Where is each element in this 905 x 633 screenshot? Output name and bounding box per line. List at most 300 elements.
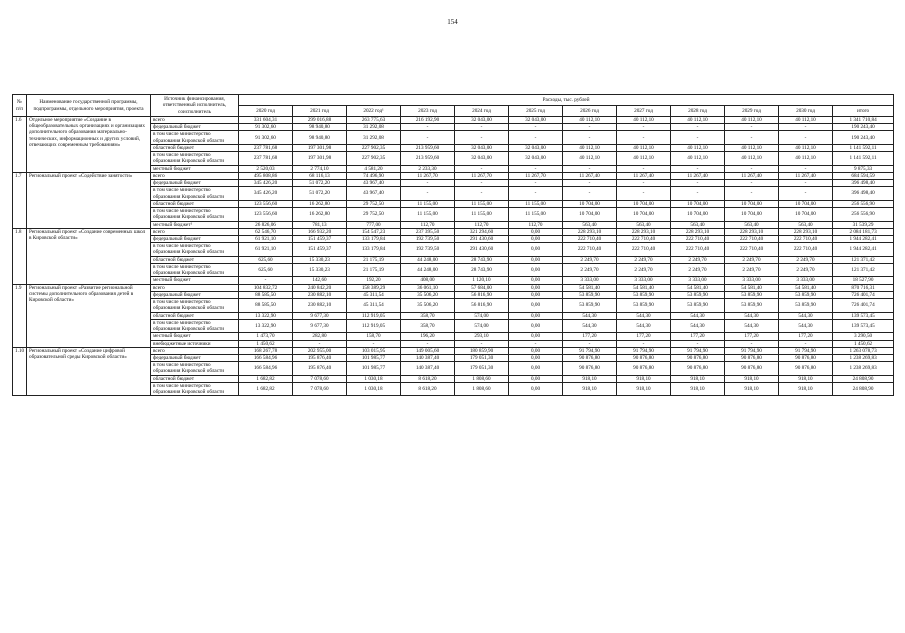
value-cell: 31 292,08 xyxy=(347,131,401,144)
value-cell: 1 450,62 xyxy=(239,340,293,347)
funding-source: федеральный бюджет xyxy=(151,180,239,187)
value-cell: 40 112,10 xyxy=(671,152,725,165)
project-name: Региональный проект «Создание цифровой образовательной среды Кировской области» xyxy=(27,347,151,396)
total-cell: 256 556,90 xyxy=(833,200,894,207)
total-cell: 1 141 592,11 xyxy=(833,152,894,165)
value-cell: - xyxy=(563,180,617,187)
value-cell: - xyxy=(779,340,833,347)
header-source: Источник финансирования, ответственный исполнитель, соисполнитель xyxy=(151,95,239,117)
value-cell: 166 584,96 xyxy=(239,354,293,361)
value-cell: 10 704,00 xyxy=(779,200,833,207)
value-cell: 8 618,20 xyxy=(401,375,455,382)
value-cell: 7 078,60 xyxy=(293,375,347,382)
value-cell: 222 710,40 xyxy=(779,235,833,242)
value-cell: - xyxy=(509,124,563,131)
value-cell: 263 775,63 xyxy=(347,117,401,124)
value-cell: - xyxy=(617,340,671,347)
value-cell: 222 710,40 xyxy=(563,243,617,256)
value-cell: 123 556,60 xyxy=(239,208,293,221)
page-number: 154 xyxy=(447,18,458,26)
value-cell: 222 710,40 xyxy=(617,243,671,256)
value-cell: 291 430,60 xyxy=(455,243,509,256)
funding-source: в том числе министерство образования Кировской области xyxy=(151,152,239,165)
value-cell: 166 584,96 xyxy=(239,362,293,375)
value-cell: 112 919,05 xyxy=(347,319,401,332)
header-year: 2026 год xyxy=(563,106,617,117)
funding-source: областной бюджет xyxy=(151,256,239,263)
total-cell: 1 450,62 xyxy=(833,340,894,347)
total-cell: 1 341 710,84 xyxy=(833,117,894,124)
value-cell: 11 267,40 xyxy=(617,172,671,179)
value-cell: 222 710,40 xyxy=(725,243,779,256)
value-cell: 11 267,70 xyxy=(455,172,509,179)
total-cell: 18 527,90 xyxy=(833,277,894,284)
value-cell: 196,20 xyxy=(401,333,455,340)
funding-source: в том числе министерство образования Кировской области xyxy=(151,131,239,144)
value-cell: 195 876,40 xyxy=(293,362,347,375)
header-year: 2030 год xyxy=(779,106,833,117)
value-cell: 91 794,90 xyxy=(725,347,779,354)
value-cell: 0,00 xyxy=(509,299,563,312)
row-number: 1.9 xyxy=(13,284,27,347)
value-cell: 8 618,20 xyxy=(401,382,455,395)
value-cell: 26 826,06 xyxy=(239,221,293,228)
funding-source: в том числе министерство образования Кировской области xyxy=(151,299,239,312)
value-cell: 140 387,40 xyxy=(401,362,455,375)
value-cell: 345 426,20 xyxy=(239,187,293,200)
value-cell: 40 112,10 xyxy=(779,152,833,165)
value-cell: 299 016,88 xyxy=(293,117,347,124)
value-cell: 3 333,00 xyxy=(563,277,617,284)
total-cell: 1 238 269,83 xyxy=(833,362,894,375)
value-cell: 197 301,98 xyxy=(293,144,347,151)
value-cell: 40 112,10 xyxy=(563,144,617,151)
value-cell: 574,00 xyxy=(455,312,509,319)
value-cell: 11 155,00 xyxy=(509,200,563,207)
value-cell: 918,10 xyxy=(725,375,779,382)
value-cell: 0,00 xyxy=(509,243,563,256)
value-cell: 358,70 xyxy=(401,312,455,319)
funding-source: местный бюджет xyxy=(151,277,239,284)
value-cell: 2 774,10 xyxy=(293,165,347,172)
value-cell: 0,00 xyxy=(509,291,563,298)
total-cell: 684 594,59 xyxy=(833,172,894,179)
value-cell: 40 112,10 xyxy=(671,117,725,124)
value-cell: 177,20 xyxy=(671,333,725,340)
value-cell: 40 112,10 xyxy=(779,117,833,124)
value-cell: 10 704,00 xyxy=(563,200,617,207)
value-cell: 53 859,90 xyxy=(563,291,617,298)
value-cell: - xyxy=(725,340,779,347)
value-cell: 2 233,30 xyxy=(401,165,455,172)
value-cell: 15 330,23 xyxy=(293,256,347,263)
total-cell: 396 498,40 xyxy=(833,180,894,187)
value-cell: 28 743,90 xyxy=(455,256,509,263)
value-cell: 222 710,40 xyxy=(671,235,725,242)
value-cell: 32 043,00 xyxy=(509,144,563,151)
funding-source: в том числе министерство образования Кировской области xyxy=(151,187,239,200)
funding-source: федеральный бюджет xyxy=(151,235,239,242)
value-cell: 91 794,90 xyxy=(563,347,617,354)
value-cell: 29 752,50 xyxy=(347,200,401,207)
funding-source: федеральный бюджет xyxy=(151,354,239,361)
value-cell: 10 704,00 xyxy=(671,200,725,207)
value-cell: 0,00 xyxy=(509,228,563,235)
table-row xyxy=(13,172,894,179)
total-cell: 121 371,42 xyxy=(833,263,894,276)
value-cell: 53 859,90 xyxy=(779,299,833,312)
value-cell: 29 752,50 xyxy=(347,208,401,221)
value-cell: 625,60 xyxy=(239,256,293,263)
header-year: 2023 год xyxy=(401,106,455,117)
funding-source: в том числе министерство образования Кировской области xyxy=(151,319,239,332)
value-cell: 495 808,86 xyxy=(239,172,293,179)
funding-source: областной бюджет xyxy=(151,312,239,319)
value-cell: 10 704,00 xyxy=(725,200,779,207)
value-cell: 112,70 xyxy=(509,221,563,228)
value-cell: - xyxy=(455,165,509,172)
value-cell: 574,00 xyxy=(455,319,509,332)
table-row xyxy=(13,347,894,354)
value-cell: 142,60 xyxy=(293,277,347,284)
total-cell: 1 141 592,11 xyxy=(833,144,894,151)
value-cell: 358,70 xyxy=(401,319,455,332)
value-cell: 918,10 xyxy=(617,375,671,382)
value-cell: 544,30 xyxy=(617,319,671,332)
value-cell: 544,30 xyxy=(779,312,833,319)
value-cell: 53 859,90 xyxy=(725,299,779,312)
funding-source: областной бюджет xyxy=(151,375,239,382)
value-cell: 11 155,00 xyxy=(401,208,455,221)
value-cell: 54 581,40 xyxy=(779,284,833,291)
value-cell: - xyxy=(401,340,455,347)
value-cell: 101 985,77 xyxy=(347,354,401,361)
value-cell: - xyxy=(455,131,509,144)
value-cell: 240 842,20 xyxy=(293,284,347,291)
value-cell: 62 546,70 xyxy=(239,228,293,235)
value-cell: 11 267,40 xyxy=(779,172,833,179)
value-cell: 15 330,23 xyxy=(293,263,347,276)
total-cell: 139 573,45 xyxy=(833,319,894,332)
value-cell: 51 072,20 xyxy=(293,187,347,200)
value-cell: - xyxy=(401,187,455,200)
value-cell: 563,40 xyxy=(671,221,725,228)
value-cell: 40 112,10 xyxy=(617,117,671,124)
value-cell: 230 882,10 xyxy=(293,299,347,312)
funding-source: всего xyxy=(151,347,239,354)
value-cell: - xyxy=(617,165,671,172)
total-cell: 1 944 282,41 xyxy=(833,243,894,256)
value-cell: 216 192,90 xyxy=(401,117,455,124)
value-cell: - xyxy=(725,165,779,172)
value-cell: 40 112,10 xyxy=(617,152,671,165)
total-cell: 256 556,90 xyxy=(833,208,894,221)
value-cell: - xyxy=(509,187,563,200)
value-cell: 625,60 xyxy=(239,263,293,276)
value-cell: 98 940,80 xyxy=(293,131,347,144)
value-cell: 53 859,90 xyxy=(617,299,671,312)
value-cell: 44 248,00 xyxy=(401,263,455,276)
value-cell: 140 387,40 xyxy=(401,354,455,361)
value-cell: 90 876,80 xyxy=(617,362,671,375)
value-cell: 918,10 xyxy=(617,382,671,395)
funding-source: всего xyxy=(151,117,239,124)
value-cell: 2 249,70 xyxy=(725,263,779,276)
value-cell: 918,10 xyxy=(671,382,725,395)
value-cell: 133 179,84 xyxy=(347,235,401,242)
value-cell: 222 710,40 xyxy=(617,235,671,242)
value-cell: 1 473,70 xyxy=(239,333,293,340)
total-cell: 31 539,29 xyxy=(833,221,894,228)
value-cell: 544,30 xyxy=(671,312,725,319)
value-cell: - xyxy=(725,187,779,200)
value-cell: 3 333,00 xyxy=(779,277,833,284)
value-cell: - xyxy=(509,340,563,347)
total-cell: 726 401,74 xyxy=(833,291,894,298)
value-cell: 2 249,70 xyxy=(563,263,617,276)
total-cell: 1 238 269,83 xyxy=(833,354,894,361)
value-cell: 228 293,10 xyxy=(563,228,617,235)
value-cell: 90 876,80 xyxy=(725,362,779,375)
value-cell: 10 704,00 xyxy=(617,208,671,221)
value-cell: 91 794,90 xyxy=(779,347,833,354)
total-cell: 1 263 078,73 xyxy=(833,347,894,354)
value-cell: 544,30 xyxy=(671,319,725,332)
header-expenses: Расходы, тыс. рублей xyxy=(239,95,894,106)
value-cell: 7 078,60 xyxy=(293,382,347,395)
funding-source: в том числе министерство образования Кировской области xyxy=(151,208,239,221)
value-cell: 213 959,60 xyxy=(401,144,455,151)
value-cell: 68 116,13 xyxy=(293,172,347,179)
value-cell: 228 293,10 xyxy=(617,228,671,235)
value-cell: 16 262,80 xyxy=(293,200,347,207)
value-cell: 166 932,20 xyxy=(293,228,347,235)
value-cell: 179 051,30 xyxy=(455,354,509,361)
value-cell: 53 859,90 xyxy=(671,299,725,312)
value-cell: 0,00 xyxy=(509,347,563,354)
value-cell: 0,00 xyxy=(509,333,563,340)
value-cell: 40 112,10 xyxy=(779,144,833,151)
value-cell: - xyxy=(725,131,779,144)
row-number: 1.7 xyxy=(13,172,27,228)
value-cell: 61 921,10 xyxy=(239,235,293,242)
value-cell: 0,00 xyxy=(509,256,563,263)
value-cell: 237 781,68 xyxy=(239,144,293,151)
total-cell: 1 944 282,41 xyxy=(833,235,894,242)
value-cell: 177,20 xyxy=(779,333,833,340)
value-cell: 777,00 xyxy=(347,221,401,228)
value-cell: 1 030,18 xyxy=(347,382,401,395)
value-cell: 0,00 xyxy=(509,362,563,375)
value-cell: 53 859,90 xyxy=(725,291,779,298)
value-cell: 563,40 xyxy=(779,221,833,228)
value-cell: 544,30 xyxy=(563,319,617,332)
value-cell: - xyxy=(671,340,725,347)
value-cell: 154 547,23 xyxy=(347,228,401,235)
value-cell: 1 682,82 xyxy=(239,375,293,382)
value-cell: 227 902,35 xyxy=(347,144,401,151)
value-cell: 1 808,60 xyxy=(455,375,509,382)
value-cell: 0,00 xyxy=(509,382,563,395)
value-cell: 21 175,19 xyxy=(347,256,401,263)
total-cell: 24 808,90 xyxy=(833,375,894,382)
value-cell: 331 604,31 xyxy=(239,117,293,124)
value-cell: - xyxy=(401,124,455,131)
value-cell: - xyxy=(401,131,455,144)
funding-source: местный бюджет xyxy=(151,165,239,172)
value-cell: 90 876,80 xyxy=(671,362,725,375)
value-cell: 2 249,70 xyxy=(617,256,671,263)
value-cell: 44 248,00 xyxy=(401,256,455,263)
value-cell: 57 684,00 xyxy=(455,284,509,291)
value-cell: 90 876,80 xyxy=(779,362,833,375)
value-cell: 61 921,10 xyxy=(239,243,293,256)
value-cell: 227 902,35 xyxy=(347,152,401,165)
value-cell: 40 112,10 xyxy=(617,144,671,151)
total-cell: 139 573,45 xyxy=(833,312,894,319)
total-cell: 190 243,40 xyxy=(833,131,894,144)
value-cell: 544,30 xyxy=(617,312,671,319)
value-cell: 408,00 xyxy=(401,277,455,284)
row-number: 1.10 xyxy=(13,347,27,396)
value-cell: 2 249,70 xyxy=(779,256,833,263)
value-cell: 202 955,00 xyxy=(293,347,347,354)
project-name: Региональный проект «Создание современных школ в Кировской области» xyxy=(27,228,151,284)
value-cell: - xyxy=(617,124,671,131)
value-cell: - xyxy=(671,124,725,131)
value-cell: 3 333,00 xyxy=(671,277,725,284)
value-cell: 195 876,40 xyxy=(293,354,347,361)
funding-source: в том числе министерство образования Кировской области xyxy=(151,263,239,276)
value-cell: - xyxy=(509,180,563,187)
value-cell: 35 506,20 xyxy=(401,299,455,312)
value-cell: 10 704,00 xyxy=(563,208,617,221)
value-cell: 158 389,29 xyxy=(347,284,401,291)
value-cell: 53 859,90 xyxy=(779,291,833,298)
value-cell: 228 293,10 xyxy=(779,228,833,235)
value-cell: 563,40 xyxy=(563,221,617,228)
funding-source: всего xyxy=(151,228,239,235)
value-cell: 90 876,80 xyxy=(563,354,617,361)
value-cell: 53 859,90 xyxy=(563,299,617,312)
value-cell: 918,10 xyxy=(725,382,779,395)
value-cell: - xyxy=(779,131,833,144)
value-cell: 11 267,40 xyxy=(671,172,725,179)
funding-source: областной бюджет xyxy=(151,144,239,151)
value-cell: 192 739,50 xyxy=(401,243,455,256)
value-cell: - xyxy=(509,131,563,144)
value-cell: 11 155,00 xyxy=(401,200,455,207)
value-cell: 1 120,10 xyxy=(455,277,509,284)
value-cell: 563,40 xyxy=(617,221,671,228)
header-year: 2021 год xyxy=(293,106,347,117)
header-year: 2020 год xyxy=(239,106,293,117)
value-cell: 90 876,80 xyxy=(725,354,779,361)
value-cell: 2 249,70 xyxy=(617,263,671,276)
value-cell: 54 581,40 xyxy=(671,284,725,291)
value-cell: 90 876,80 xyxy=(563,362,617,375)
value-cell: 2 249,70 xyxy=(725,256,779,263)
value-cell: 0,00 xyxy=(509,354,563,361)
value-cell: 345 426,20 xyxy=(239,180,293,187)
funding-source: местный бюджет¹ xyxy=(151,221,239,228)
value-cell: 90 876,80 xyxy=(779,354,833,361)
total-cell: 9 875,33 xyxy=(833,165,894,172)
project-name: Региональный проект «Развитие региональной системы дополнительного образования детей в Кировской области» xyxy=(27,284,151,347)
value-cell: - xyxy=(725,180,779,187)
funding-source: областной бюджет xyxy=(151,200,239,207)
value-cell: 11 155,00 xyxy=(509,208,563,221)
value-cell: 40 112,10 xyxy=(725,152,779,165)
funding-source: федеральный бюджет xyxy=(151,291,239,298)
value-cell: 32 043,00 xyxy=(509,117,563,124)
value-cell: - xyxy=(617,187,671,200)
value-cell: 91 794,90 xyxy=(671,347,725,354)
value-cell: 9 677,30 xyxy=(293,312,347,319)
value-cell: - xyxy=(779,180,833,187)
value-cell: - xyxy=(563,124,617,131)
value-cell: 11 155,00 xyxy=(455,200,509,207)
value-cell: 90 876,80 xyxy=(671,354,725,361)
funding-source: всего xyxy=(151,284,239,291)
value-cell: 0,00 xyxy=(509,284,563,291)
value-cell: 88 585,50 xyxy=(239,291,293,298)
value-cell: - xyxy=(563,131,617,144)
value-cell: 40 112,10 xyxy=(725,144,779,151)
value-cell: 74 496,90 xyxy=(347,172,401,179)
total-cell: 24 808,90 xyxy=(833,382,894,395)
value-cell: 11 267,40 xyxy=(563,172,617,179)
value-cell: 149 005,60 xyxy=(401,347,455,354)
value-cell: 237 781,68 xyxy=(239,152,293,165)
value-cell: 45 311,54 xyxy=(347,291,401,298)
row-number: 1.8 xyxy=(13,228,27,284)
value-cell: 918,10 xyxy=(671,375,725,382)
value-cell: 197 301,98 xyxy=(293,152,347,165)
value-cell: 36 061,10 xyxy=(401,284,455,291)
value-cell: 9 677,30 xyxy=(293,319,347,332)
header-year: 2025 год xyxy=(509,106,563,117)
value-cell: 11 155,00 xyxy=(455,208,509,221)
value-cell: 192 739,50 xyxy=(401,235,455,242)
value-cell: 10 704,00 xyxy=(725,208,779,221)
value-cell: - xyxy=(347,340,401,347)
value-cell: 177,20 xyxy=(725,333,779,340)
value-cell: 2 249,70 xyxy=(671,263,725,276)
value-cell: 293,10 xyxy=(455,333,509,340)
value-cell: 40 112,10 xyxy=(671,144,725,151)
value-cell: 222 710,40 xyxy=(671,243,725,256)
value-cell: 222 710,40 xyxy=(563,235,617,242)
value-cell: 3 333,00 xyxy=(725,277,779,284)
value-cell: 112,70 xyxy=(401,221,455,228)
value-cell: 103 015,95 xyxy=(347,347,401,354)
value-cell: 918,10 xyxy=(563,375,617,382)
value-cell: 918,10 xyxy=(779,382,833,395)
value-cell: 91 302,60 xyxy=(239,131,293,144)
value-cell: - xyxy=(725,124,779,131)
value-cell: 123 556,60 xyxy=(239,200,293,207)
value-cell: 112 919,05 xyxy=(347,312,401,319)
value-cell: 544,30 xyxy=(779,319,833,332)
value-cell: - xyxy=(509,165,563,172)
table-row xyxy=(13,284,894,291)
project-name: Отдельное мероприятие «Создание в общеобразовательных организациях и организациях дополнительного образования материально-технических, информационных и других условий, отвечающих современным требованиям» xyxy=(27,117,151,173)
value-cell: 32 043,00 xyxy=(455,117,509,124)
value-cell: 2 249,70 xyxy=(779,263,833,276)
value-cell: 10 704,00 xyxy=(617,200,671,207)
value-cell: 0,00 xyxy=(509,312,563,319)
